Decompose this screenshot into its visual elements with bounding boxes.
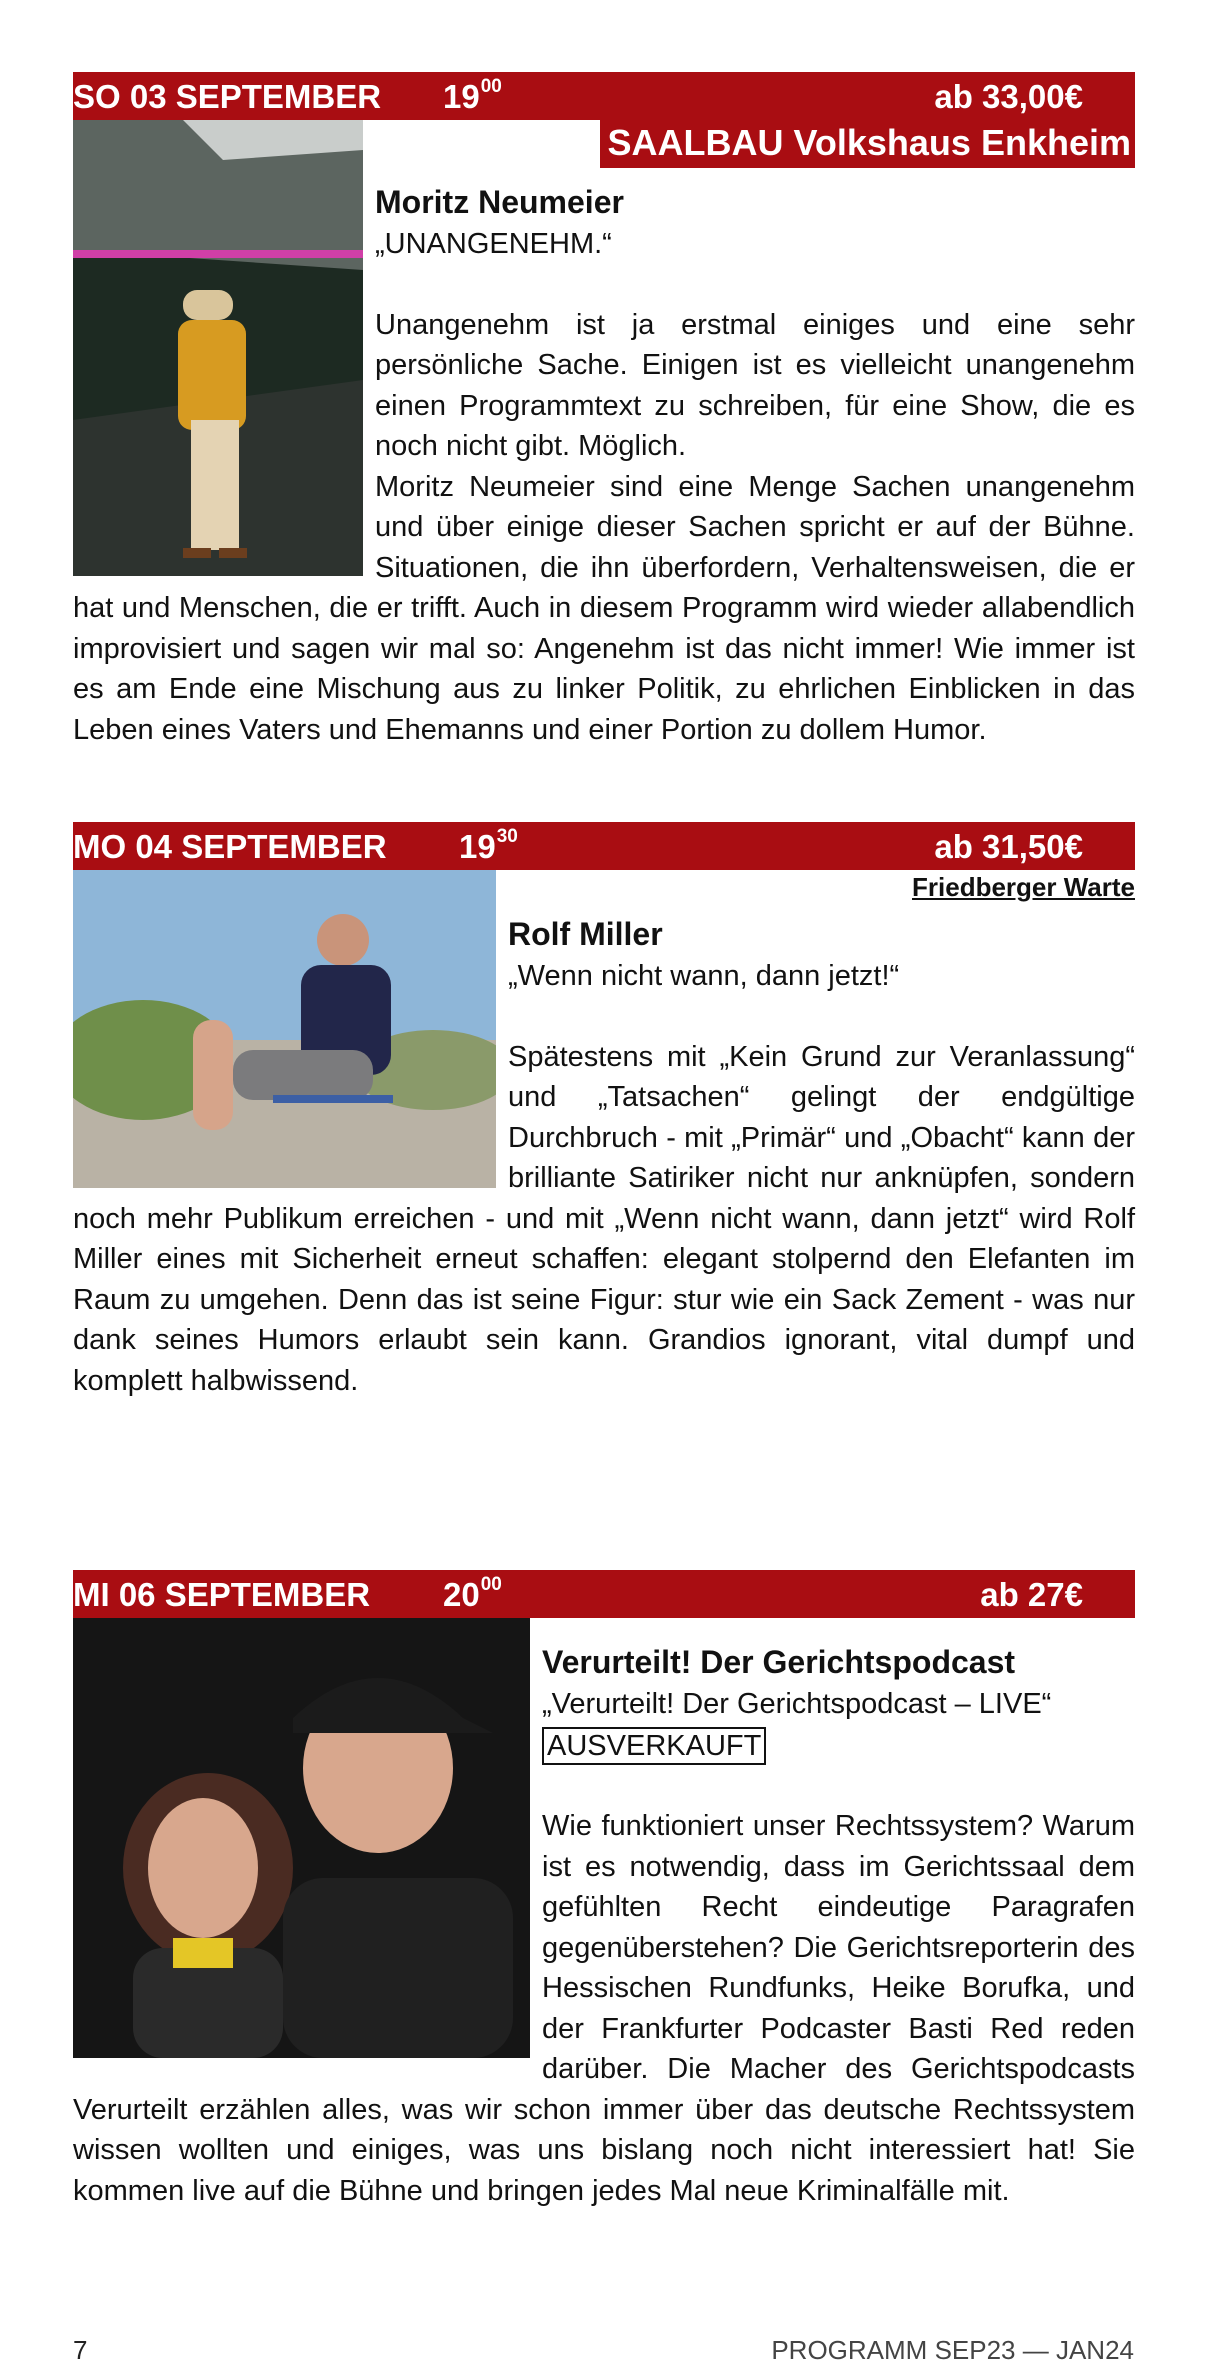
event-venue: Friedberger Warte [912,872,1135,902]
event-time: $19^{30}$ [459,826,518,865]
program-title: „UNANGENEHM.“ [375,228,612,260]
sold-out-badge: AUSVERKAUFT [542,1727,766,1765]
event-moritz-neumeier [73,72,1135,750]
event-verurteilt-podcast [73,1570,1135,2211]
event-date: SO 03 SEPTEMBER [73,78,382,115]
event-venue: SAALBAU Volkshaus Enkheim [600,120,1135,168]
event-header-bar [73,72,1135,120]
event-price: ab 33,00€ [934,78,1083,115]
description-paragraph: Spätestens mit „Kein Grund zur Veranlassung“ und „Tatsachen“ gelingt der endgültige Durchbruch - mit „Primär“ und „Obacht“ kann der brilliante Satiriker nicht nur anknüpfen, sondern noch mehr Publikum erreichen - und mit „Wenn nicht wann, dann jetzt“ wird Rolf Miller eines mit Sicherheit erneut schaffen: elegant stolpernd den Elefanten im Raum zu umgehen. Denn das ist seine Figur: stur wie ein Sack Zement - was nur dank seines Humors erlaubt sein kann. Grandios ignorant, vital dumpf und komplett halbwissend. [73,1040,1135,1397]
description-paragraph: Unangenehm ist ja erstmal einiges und eine sehr persönliche Sache. Einigen ist es vielleicht unangenehm einen Programmtext zu schreiben, für eine Show, die es noch nicht gibt. Möglich. [375,308,1135,462]
event-price: ab 31,50€ [934,828,1083,865]
program-footer: PROGRAMM SEP23 — JAN24 [771,2335,1134,2365]
event-price: ab 27€ [980,1576,1083,1613]
event-date: MI 06 SEPTEMBER [73,1576,371,1613]
event-header-bar [73,822,1135,870]
description-paragraph: Moritz Neumeier sind eine Menge Sachen unangenehm und über einige dieser Sachen spricht er auf der Bühne. Situationen, die ihn überfordern, Verhaltensweisen, die er hat und Menschen, die er trifft. Auch in diesem Programm wird wieder allabendlich improvisiert und sagen wir mal so: Angenehm ist das nicht immer! Wie immer ist es am Ende eine Mischung aus zu linker Politik, zu ehrlichen Einblicken in das Leben eines Vaters und Ehemanns und einer Portion zu dollem Humor. [73,470,1135,746]
artist-name: Moritz Neumeier [375,184,624,220]
program-title: „Wenn nicht wann, dann jetzt!“ [508,960,900,992]
artist-photo [73,870,496,1188]
artist-photo [73,1618,530,2058]
page-number: 7 [73,2335,88,2365]
event-date: MO 04 SEPTEMBER [73,828,387,865]
event-time: $20^{00}$ [443,1574,502,1613]
program-title: „Verurteilt! Der Gerichtspodcast – LIVE“ [542,1688,1052,1720]
artist-name: Rolf Miller [508,916,663,952]
event-time: $19^{00}$ [443,76,502,115]
artist-name: Verurteilt! Der Gerichtspodcast [542,1644,1016,1680]
event-header-bar [73,1570,1135,1618]
event-rolf-miller [73,822,1135,1401]
description-paragraph: Wie funktioniert unser Rechtssystem? Warum ist es notwendig, dass im Gerichtssaal dem gefühlten Recht eindeutige Paragrafen gegenüberstehen? Die Gerichtsreporterin des Hessischen Rundfunks, Heike Borufka, und der Frankfurter Podcaster Basti Red reden darüber. Die Macher des Gerichtspodcasts Verurteilt erzählen alles, was wir schon immer über das deutsche Rechtssystem wissen wollten und einiges, was uns bislang noch nicht interessiert hat! Sie kommen live auf die Bühne und bringen jedes Mal neue Kriminalfälle mit. [73,1810,1135,2207]
artist-photo [73,120,363,576]
